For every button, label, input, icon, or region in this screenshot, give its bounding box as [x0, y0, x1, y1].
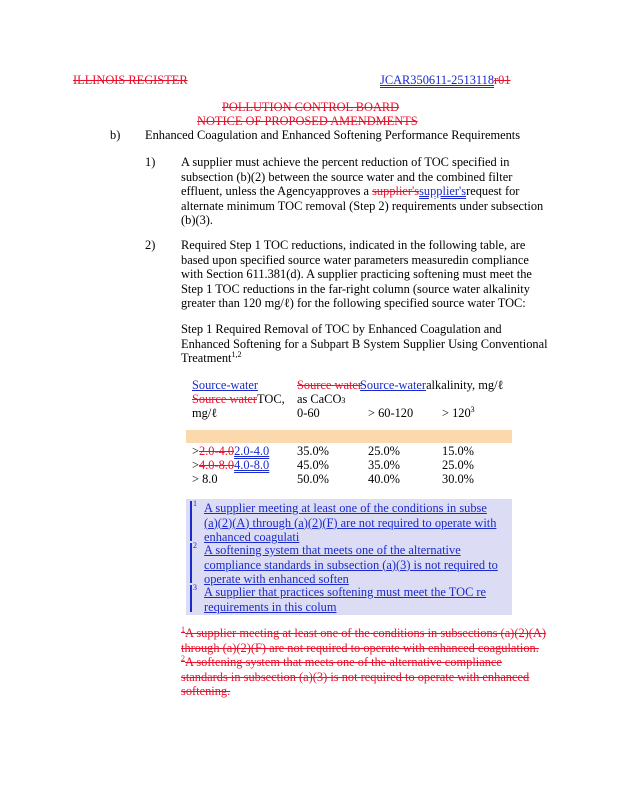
row3-value-high: 30.0% [442, 472, 475, 486]
caption-line3-text: Treatment [181, 351, 232, 365]
fn1-line1: A supplier meeting at least one of the conditions in subse [204, 501, 487, 515]
item2-line5: greater than 120 mg/ℓ) for the following specified source water TOC: [181, 296, 526, 310]
section-label: b) [110, 128, 121, 142]
row2-value-high: 25.0% [442, 458, 475, 472]
item1-line3 [181, 184, 543, 199]
item2-line3: with Section 611.381(d). A supplier practicing softening must meet the [181, 267, 532, 281]
row2-value-mid: 35.0% [368, 458, 401, 472]
caption-line2-c: Supplier [403, 336, 445, 351]
item1-line3-a: effluent, unless the Agency [181, 184, 316, 198]
row2-inserted-range: 4.0-8.0 [234, 458, 270, 472]
item1-line2: subsection (b)(2) between the source water and the combined filter [181, 169, 513, 184]
item2-line2 [181, 253, 532, 268]
table-row [192, 458, 269, 473]
header-toc-inserted: Source-water [192, 378, 259, 392]
caption-line1 [181, 322, 548, 337]
table-highlight-band [186, 430, 512, 443]
header-alk-deleted: Source water [297, 378, 363, 392]
item1-line1: A supplier must achieve the percent reduction of TOC specified in [181, 155, 510, 169]
col-header-0-60: 0-60 [297, 406, 320, 420]
item2-paragraph [181, 238, 532, 311]
item1-deleted-suppliers: supplier's [372, 184, 420, 198]
caption-line2-a: Enhanced Softening for a Subpart B [181, 336, 361, 351]
old-fn2-text: A softening system that meets one of the alternative compliance [185, 655, 502, 669]
row3-value-low: 50.0% [297, 472, 330, 486]
old-fn1-text: A supplier meeting at least one of the conditions in subsections (a)(2)(A) [185, 626, 546, 640]
agency-name: POLLUTION CONTROL BOARD [222, 100, 400, 114]
header-alk-rest: alkalinity, mg/ℓ [426, 378, 504, 392]
item2-line2-b: in compliance [458, 252, 529, 267]
notice-title: NOTICE OF PROPOSED AMENDMENTS [197, 114, 418, 128]
caption-line3 [181, 351, 548, 366]
item2-line2-a: based upon specified source water parameters measured [181, 252, 459, 267]
footnote2-deleted [181, 655, 529, 699]
header-toc-deleted: Source water [192, 392, 258, 406]
fn3-line2: requirements in this colum [204, 599, 337, 614]
footnote3-number: 3 [193, 583, 197, 592]
item1-inserted-suppliers: supplier's [419, 184, 467, 198]
item2-line4: Step 1 TOC reductions in the far-right column (source water alkalinity [181, 281, 530, 296]
caption-line1-a: Step 1 Required Removal of TOC by [181, 322, 366, 336]
col-header-120-text: > 120 [442, 406, 471, 420]
item2-line1: Required Step 1 TOC reductions, indicated in the following table, are [181, 238, 526, 252]
row1-value-low: 35.0% [297, 444, 330, 458]
caption-footnote-ref: 1,2 [231, 349, 242, 359]
footnote1-number: 1 [193, 499, 197, 508]
caption-line1-b: Enhanced Coagulation and [368, 322, 502, 336]
col-header-60-120: > 60-120 [368, 406, 414, 420]
row3-value-mid: 40.0% [368, 472, 401, 486]
item1-line4: alternate minimum TOC removal (Step 2) requirements under subsection [181, 198, 544, 213]
item1-line3-e: request for [466, 184, 520, 198]
footnote2-number: 2 [193, 541, 197, 550]
row2-value-low: 45.0% [297, 458, 330, 472]
footnote2-change-bar [190, 543, 192, 583]
fn1-line2: (a)(2)(A) through (a)(2)(F) are not required to operate with [204, 515, 497, 530]
header-toc [192, 392, 285, 407]
old-fn2-number: 2 [181, 653, 185, 663]
fn3-line1: A supplier that practices softening must meet the TOC re [204, 585, 487, 599]
row2-deleted-range: 4.0-8.0 [199, 458, 235, 472]
item2-label: 2) [145, 238, 156, 252]
header-caco3 [297, 392, 345, 407]
row2-prefix: > [192, 458, 199, 472]
footnote1-inserted [204, 501, 510, 545]
jcar-reference-deleted: r01 [494, 73, 511, 87]
footnote3-inserted [204, 585, 510, 614]
row1-value-mid: 25.0% [368, 444, 401, 458]
fn1-line3: enhanced coagulati [204, 530, 300, 544]
jcar-reference-inserted: JCAR350611-2513118 [380, 73, 495, 87]
fn2-line1: A softening system that meets one of the alternative [204, 543, 461, 557]
footnote2-inserted [204, 543, 510, 587]
footnote1-change-bar [190, 501, 192, 541]
table-caption [181, 322, 548, 366]
old-fn2-line2: standards in subsection (a)(3) is not required to operate with enhanced [181, 669, 530, 684]
header-toc-rest: TOC, [257, 392, 285, 406]
footnote1-deleted [181, 626, 546, 655]
old-fn1-number: 1 [181, 624, 185, 634]
row1-inserted-range: 2.0-4.0 [234, 444, 270, 458]
row1-prefix: > [192, 444, 199, 458]
old-fn2-line1 [181, 655, 529, 670]
table-row [192, 444, 269, 459]
section-title: Enhanced Coagulation and Enhanced Softening Performance Requirements [145, 128, 521, 142]
item1-line5: (b)(3). [181, 213, 213, 227]
row1-value-high: 15.0% [442, 444, 475, 458]
row1-deleted-range: 2.0-4.0 [199, 444, 235, 458]
header-alkalinity [360, 378, 503, 393]
old-fn1-line1 [181, 626, 546, 641]
footnote3-change-bar [190, 585, 192, 612]
fn2-line3: operate with enhanced soften [204, 572, 349, 586]
header-caco3-subscript: 3 [341, 396, 346, 405]
fn2-line2: compliance standards in subsection (a)(3) is not required to [204, 557, 498, 572]
table-row [192, 472, 218, 487]
header-unit: mg/ℓ [192, 406, 218, 420]
caption-line2 [181, 337, 548, 352]
item1-label: 1) [145, 155, 156, 169]
jcar-reference [380, 73, 511, 88]
header-alk-inserted: Source-water [360, 378, 427, 392]
row3-prefix: > 8.0 [192, 472, 218, 486]
col-header-120 [442, 406, 475, 421]
item1-line3-b: approves a [315, 184, 369, 198]
register-title: ILLINOIS REGISTER [73, 73, 188, 87]
item1-paragraph [181, 155, 543, 228]
col-header-120-ref: 3 [470, 404, 475, 414]
caption-line2-b: System [363, 336, 400, 351]
old-fn2-line3: softening. [181, 684, 231, 698]
header-caco3-text: as CaCO [297, 392, 342, 406]
caption-line2-d: Using Conventional [448, 336, 548, 351]
old-fn1-line2: through (a)(2)(F) are not required to operate with enhanced coagulation. [181, 640, 539, 655]
